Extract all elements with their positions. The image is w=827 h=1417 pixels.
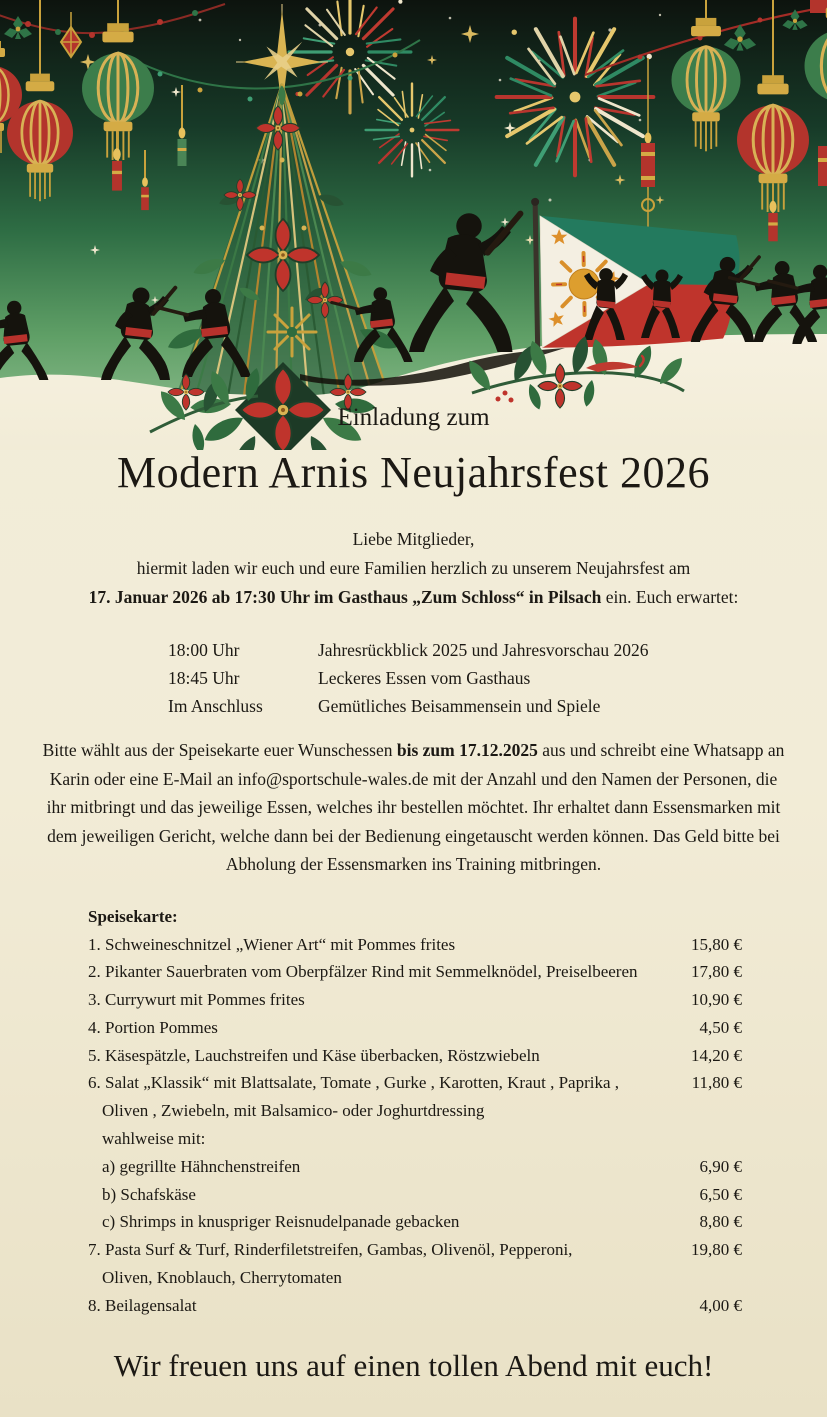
page-title: Modern Arnis Neujahrsfest 2026 (116, 448, 710, 497)
menu-item-row (88, 1014, 742, 1042)
menu-item-row (88, 1292, 742, 1320)
menu-item-label: Oliven, Knoblauch, Cherrytomaten (102, 1268, 342, 1288)
menu-item-row (88, 1069, 742, 1097)
schedule-activity: Jahresrückblick 2025 und Jahresvorschau 2026 (318, 640, 649, 660)
invitation-content (0, 402, 827, 1386)
intro-line-2-rest: ein. Euch erwartet: (601, 587, 739, 607)
menu-section (88, 903, 742, 1320)
kicker: Einladung zum (337, 404, 490, 431)
menu-item-row (88, 986, 742, 1014)
menu-item-row (88, 1042, 742, 1070)
menu-item-row (88, 1097, 742, 1125)
schedule-activity: Leckeres Essen vom Gasthaus (318, 668, 531, 688)
menu-item-price: 14,20 € (691, 1045, 742, 1065)
menu-item-row (88, 958, 742, 986)
menu-item-label: Oliven , Zwiebeln, mit Balsamico- oder Joghurtdressing (102, 1101, 485, 1121)
menu-item-price: 6,50 € (699, 1184, 742, 1204)
salutation: Liebe Mitglieder, (352, 529, 475, 549)
ordering-instructions (38, 736, 789, 879)
menu-item-row (88, 1236, 742, 1264)
hero-illustration (0, 0, 827, 450)
menu-item-row (88, 1264, 742, 1292)
menu-heading: Speisekarte: (88, 906, 178, 926)
menu-item-price: 11,80 € (691, 1073, 742, 1093)
menu-item-price: 17,80 € (691, 962, 742, 982)
menu-item-price: 15,80 € (691, 934, 742, 954)
menu-item-label: wahlweise mit: (102, 1129, 206, 1149)
menu-item-row (88, 1208, 742, 1236)
menu-item-label: 5. Käsespätzle, Lauchstreifen und Käse überbacken, Röstzwiebeln (88, 1045, 540, 1065)
menu-item-price: 10,90 € (691, 990, 742, 1010)
intro-line-2 (0, 584, 827, 610)
intro-line-1: hiermit laden wir euch und eure Familien herzlich zu unserem Neujahrsfest am (136, 558, 691, 578)
note-part-1: Bitte wählt aus der Speisekarte euer Wunschessen (42, 740, 397, 760)
menu-item-label: 3. Currywurt mit Pommes frites (88, 990, 305, 1010)
menu-item-row (88, 1125, 742, 1153)
note-part-2: aus und schreibt eine Whatsapp an Karin oder eine E-Mail an info@sportschule-wales.de mit der Anzahl und den Namen der Personen, die ihr mitbringt und das jeweilige Essen, welches ihr bestellen möchtet. Ihr erhaltet dann Essensmarken mit dem jeweiligen Gericht, welche dann bei der Bedienung eingetauscht werden können. Das Geld bitte bei Abholung der Essensmarken ins Training mitbringen. (46, 740, 785, 874)
menu-item-label: 7. Pasta Surf & Turf, Rinderfiletstreifen, Gambas, Olivenöl, Pepperoni, (88, 1240, 573, 1260)
menu-item-label: a) gegrillte Hähnchenstreifen (102, 1156, 301, 1176)
schedule-time: 18:45 Uhr (168, 668, 240, 688)
schedule-time: Im Anschluss (168, 696, 263, 716)
schedule-activity: Gemütliches Beisammensein und Spiele (318, 696, 601, 716)
menu-item-price: 8,80 € (699, 1212, 742, 1232)
menu-item-row (88, 931, 742, 959)
schedule-time: 18:00 Uhr (168, 640, 240, 660)
menu-item-price: 4,00 € (699, 1295, 742, 1315)
deadline-bold: bis zum 17.12.2025 (396, 740, 538, 760)
menu-item-row (88, 1153, 742, 1181)
menu-item-label: b) Schafskäse (102, 1184, 196, 1204)
event-date-bold: 17. Januar 2026 ab 17:30 Uhr im Gasthaus „Zum Schloss“ in Pilsach (88, 587, 602, 607)
menu-item-label: 2. Pikanter Sauerbraten vom Oberpfälzer Rind mit Semmelknödel, Preiselbeeren (88, 962, 638, 982)
menu-item-row (88, 1181, 742, 1209)
menu-item-label: 6. Salat „Klassik“ mit Blattsalate, Tomate , Gurke , Karotten, Kraut , Paprika , (88, 1073, 620, 1093)
schedule-table (168, 636, 827, 720)
menu-item-label: 4. Portion Pommes (88, 1017, 218, 1037)
menu-item-label: 8. Beilagensalat (88, 1295, 197, 1315)
menu-item-label: c) Shrimps in knuspriger Reisnudelpanade gebacken (102, 1212, 460, 1232)
menu-item-price: 6,90 € (699, 1156, 742, 1176)
menu-item-price: 4,50 € (699, 1017, 742, 1037)
closing-message: Wir freuen uns auf einen tollen Abend mit euch! (113, 1347, 714, 1383)
menu-item-price: 19,80 € (691, 1240, 742, 1260)
menu-item-label: 1. Schweineschnitzel „Wiener Art“ mit Pommes frites (88, 934, 456, 954)
